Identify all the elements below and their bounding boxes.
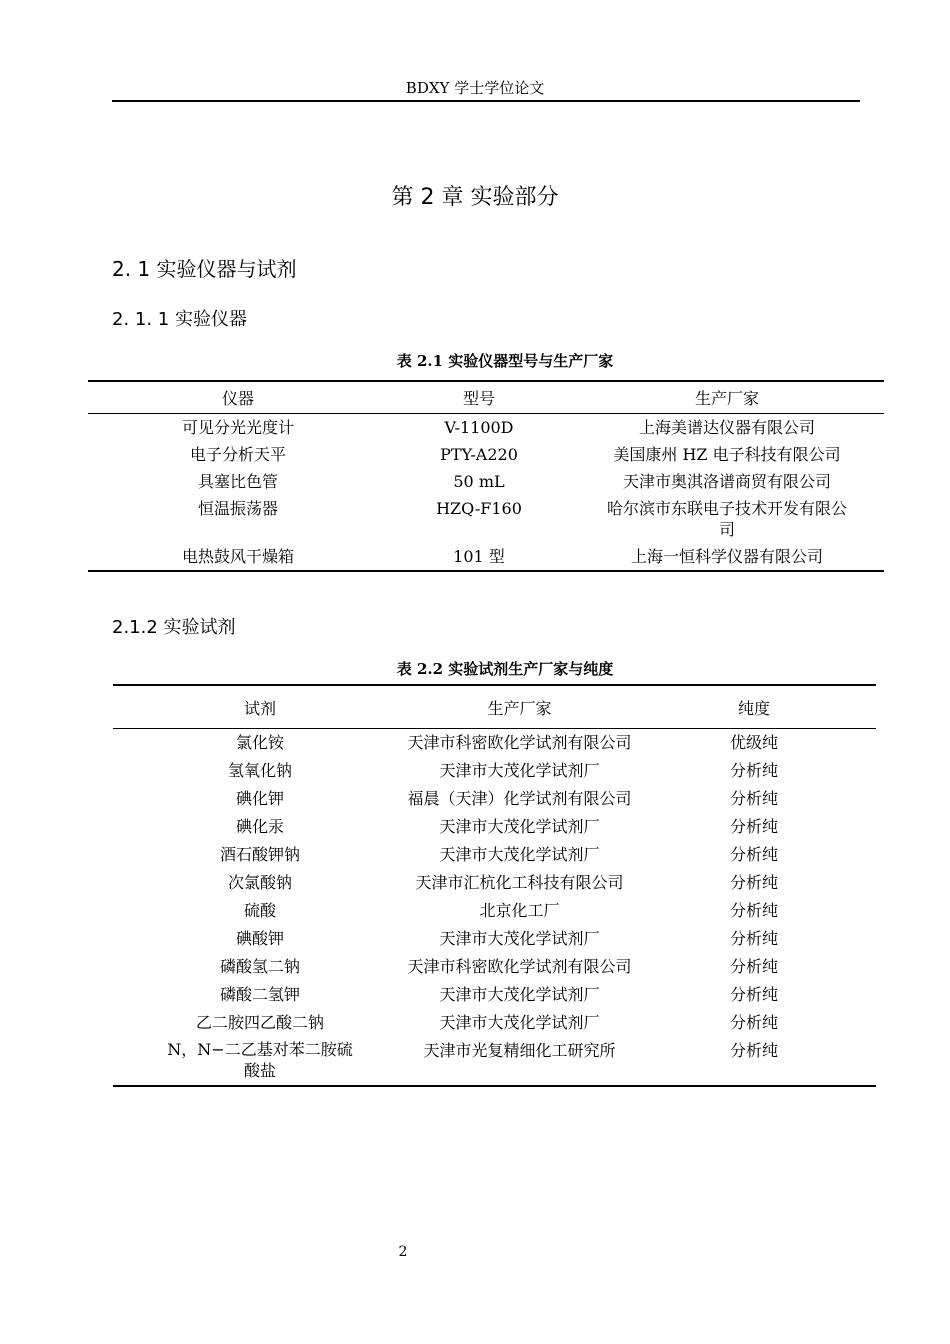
table-caption: 表 2.2 实验试剂生产厂家与纯度 (396, 660, 614, 678)
section-heading-2-1-2: 2.1.2 实验试剂 (112, 617, 236, 638)
table-row (88, 441, 884, 468)
table-cell: 上海一恒科学仪器有限公司 (630, 547, 823, 566)
section-heading-2-1-1: 2. 1. 1 实验仪器 (112, 309, 247, 330)
table-cell: 分析纯 (729, 873, 778, 892)
table-row (113, 841, 876, 869)
table-cell: 天津市大茂化学试剂厂 (439, 761, 600, 780)
reagent-table (113, 684, 876, 1087)
table-cell: 101 型 (453, 547, 505, 566)
table-cell: 天津市科密欧化学试剂有限公司 (407, 957, 632, 976)
table-cell: 优级纯 (729, 733, 778, 752)
instrument-table (88, 380, 884, 572)
column-header: 生产厂家 (407, 685, 632, 729)
column-header: 生产厂家 (570, 381, 884, 414)
table-cell: 上海美谱达仪器有限公司 (638, 418, 815, 437)
table-cell: 天津市大茂化学试剂厂 (439, 845, 600, 864)
table-caption: 表 2.1 实验仪器型号与生产厂家 (396, 352, 614, 370)
table-cell: 乙二胺四乙酸二钠 (195, 1013, 324, 1032)
table-row (113, 757, 876, 785)
table-row (113, 1037, 876, 1086)
table-cell: 分析纯 (729, 985, 778, 1004)
table-row (88, 495, 884, 543)
table-cell: 天津市大茂化学试剂厂 (439, 1013, 600, 1032)
table-row (113, 897, 876, 925)
table-cell: 氯化铵 (235, 733, 284, 752)
table-cell: 天津市光复精细化工研究所 (423, 1041, 616, 1060)
table-cell: 磷酸二氢钾 (219, 985, 300, 1004)
table-row (88, 543, 884, 571)
table-cell: 分析纯 (729, 1041, 778, 1060)
table-row (113, 953, 876, 981)
table-cell: 氢氧化钠 (227, 761, 292, 780)
table-header-row (88, 381, 884, 414)
table-cell: 分析纯 (729, 761, 778, 780)
page-number: 2 (398, 1244, 408, 1260)
page-header: BDXY 学士学位论文 (405, 79, 545, 97)
table-cell: 天津市奥淇洛谱商贸有限公司 (622, 472, 831, 491)
table-cell: 碘化汞 (235, 817, 284, 836)
table-cell: 美国康州 HZ 电子科技有限公司 (613, 445, 841, 464)
table-cell: HZQ-F160 (436, 499, 522, 518)
table-cell: 碘化钾 (235, 789, 284, 808)
table-cell: 天津市汇杭化工科技有限公司 (415, 873, 624, 892)
table-cell: V-1100D (444, 418, 514, 437)
table-row (113, 785, 876, 813)
column-header: 纯度 (632, 685, 876, 729)
table-cell: 分析纯 (729, 957, 778, 976)
table-cell: 50 mL (453, 472, 505, 491)
table-cell: 酒石酸钾钠 (219, 845, 300, 864)
table-cell: 可见分光光度计 (181, 418, 294, 437)
column-header: 型号 (388, 381, 570, 414)
table-cell: 分析纯 (729, 817, 778, 836)
column-header: 试剂 (113, 685, 407, 729)
table-cell: 天津市大茂化学试剂厂 (439, 985, 600, 1004)
table-cell: 天津市大茂化学试剂厂 (439, 817, 600, 836)
table-cell: 具塞比色管 (197, 472, 278, 491)
table-cell: 恒温振荡器 (197, 499, 278, 518)
table-row (113, 813, 876, 841)
table-cell: 分析纯 (729, 789, 778, 808)
table-row (113, 869, 876, 897)
table-cell: 碘酸钾 (235, 929, 284, 948)
table-cell: 天津市科密欧化学试剂有限公司 (407, 733, 632, 752)
table-cell: 北京化工厂 (479, 901, 560, 920)
table-cell: 电子分析天平 (189, 445, 286, 464)
table-row (88, 414, 884, 442)
header-divider (112, 100, 860, 102)
table-cell (113, 1037, 407, 1086)
table-cell (570, 495, 884, 543)
chapter-title: 第 2 章 实验部分 (391, 185, 559, 210)
table-cell: 天津市大茂化学试剂厂 (439, 929, 600, 948)
table-row (88, 468, 884, 495)
table-row (113, 981, 876, 1009)
table-header-row (113, 685, 876, 729)
table-cell: PTY-A220 (440, 445, 518, 464)
table-row (113, 729, 876, 758)
cell-text: N，N−二乙基对苯二胺硫酸盐 (167, 1040, 353, 1080)
table-row (113, 1009, 876, 1037)
table-cell: 分析纯 (729, 1013, 778, 1032)
table-cell: 福晨（天津）化学试剂有限公司 (407, 789, 632, 808)
table-cell: 电热鼓风干燥箱 (181, 547, 294, 566)
cell-text: 哈尔滨市东联电子技术开发有限公司 (606, 499, 847, 539)
table-cell: 硫酸 (243, 901, 276, 920)
section-heading-2-1: 2. 1 实验仪器与试剂 (112, 257, 297, 281)
table-cell: 次氯酸钠 (227, 873, 292, 892)
column-header: 仪器 (88, 381, 388, 414)
table-cell: 分析纯 (729, 901, 778, 920)
table-cell: 分析纯 (729, 929, 778, 948)
table-row (113, 925, 876, 953)
table-cell: 磷酸氢二钠 (219, 957, 300, 976)
table-cell: 分析纯 (729, 845, 778, 864)
